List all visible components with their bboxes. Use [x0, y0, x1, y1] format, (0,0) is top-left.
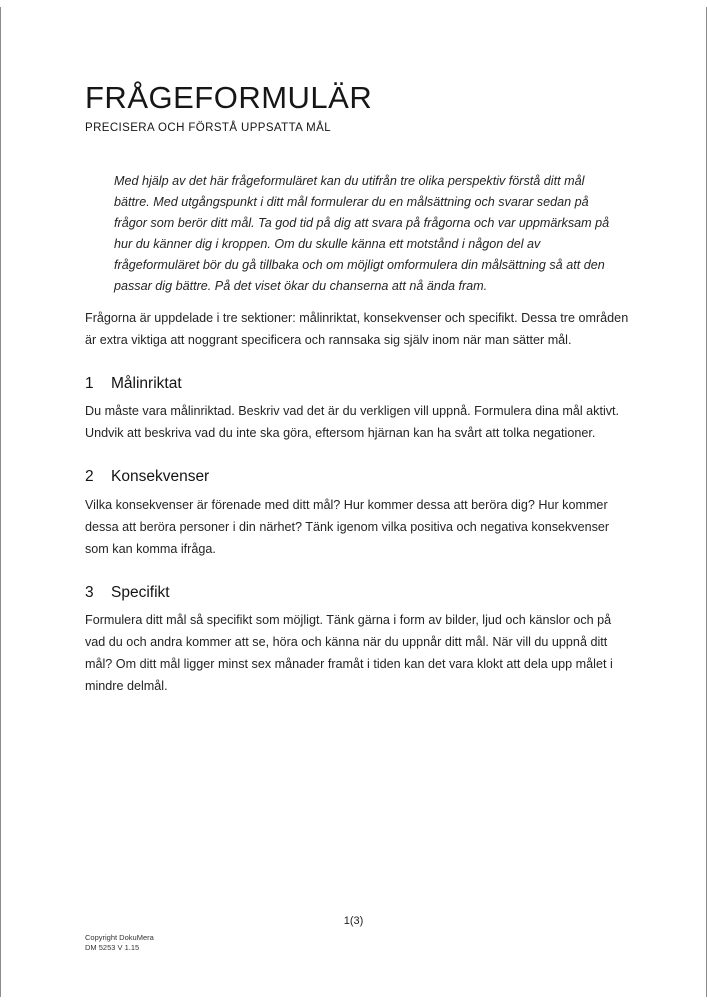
section-title: Specifikt	[111, 583, 170, 601]
intro-paragraph: Frågorna är uppdelade i tre sektioner: målinriktat, konsekvenser och specifikt. Dessa tre områden är extra viktiga att noggrant specificera och rannsaka sig själv inom när man sätter mål.	[85, 310, 629, 347]
page-edge-left	[0, 7, 1, 997]
section-body: Vilka konsekvenser är förenade med ditt mål? Hur kommer dessa att beröra dig? Hur kommer dessa att beröra personer i din närhet? Tänk igenom vilka positiva och negativa konsekvenser som kan komma ifråga.	[85, 497, 610, 556]
section-heading	[85, 468, 630, 487]
section-number: 2	[85, 468, 94, 486]
footer-version: DM 5253 V 1.15	[85, 943, 140, 952]
section-malinriktat	[85, 375, 630, 445]
section-number: 3	[85, 583, 94, 601]
section-body: Formulera ditt mål så specifikt som möjligt. Tänk gärna i form av bilder, ljud och känslor och på vad du och andra kommer att se, höra och känna när du uppnår ditt mål. När vill du uppnå ditt mål? Om ditt mål ligger minst sex månader framåt i tiden kan det vara klokt att dela upp målet i mindre delmål.	[85, 613, 613, 694]
section-konsekvenser	[85, 468, 630, 560]
section-title: Konsekvenser	[111, 468, 210, 486]
intro-italic-paragraph: Med hjälp av det här frågeformuläret kan du utifrån tre olika perspektiv förstå ditt mål bättre. Med utgångspunkt i ditt mål formulerar du en målsättning och svarar sedan på frågor som berör ditt mål. Ta god tid på dig att svara på frågorna och var uppmärksam på hur du känner dig i kroppen. Om du skulle känna ett motstånd i någon del av frågeformuläret bör du gå tillbaka och om möjligt omformulera din målsättning så att den passar dig bättre. På det viset ökar du chanserna att nå ända fram.	[114, 173, 610, 293]
section-specifikt	[85, 584, 630, 698]
footer	[85, 933, 154, 953]
section-body: Du måste vara målinriktad. Beskriv vad det är du verkligen vill uppnå. Formulera dina mål aktivt. Undvik att beskriva vad du inte ska göra, eftersom hjärnan kan ha svårt att tolka negationer.	[85, 404, 620, 441]
section-heading	[85, 375, 630, 394]
page-number: 1(3)	[343, 915, 364, 927]
section-number: 1	[85, 374, 94, 392]
page-title: FRÅGEFORMULÄR	[85, 80, 373, 115]
section-heading	[85, 584, 630, 603]
footer-copyright: Copyright DokuMera	[85, 933, 154, 942]
section-title: Målinriktat	[111, 374, 182, 392]
page-subtitle: PRECISERA OCH FÖRSTÅ UPPSATTA MÅL	[85, 121, 332, 134]
